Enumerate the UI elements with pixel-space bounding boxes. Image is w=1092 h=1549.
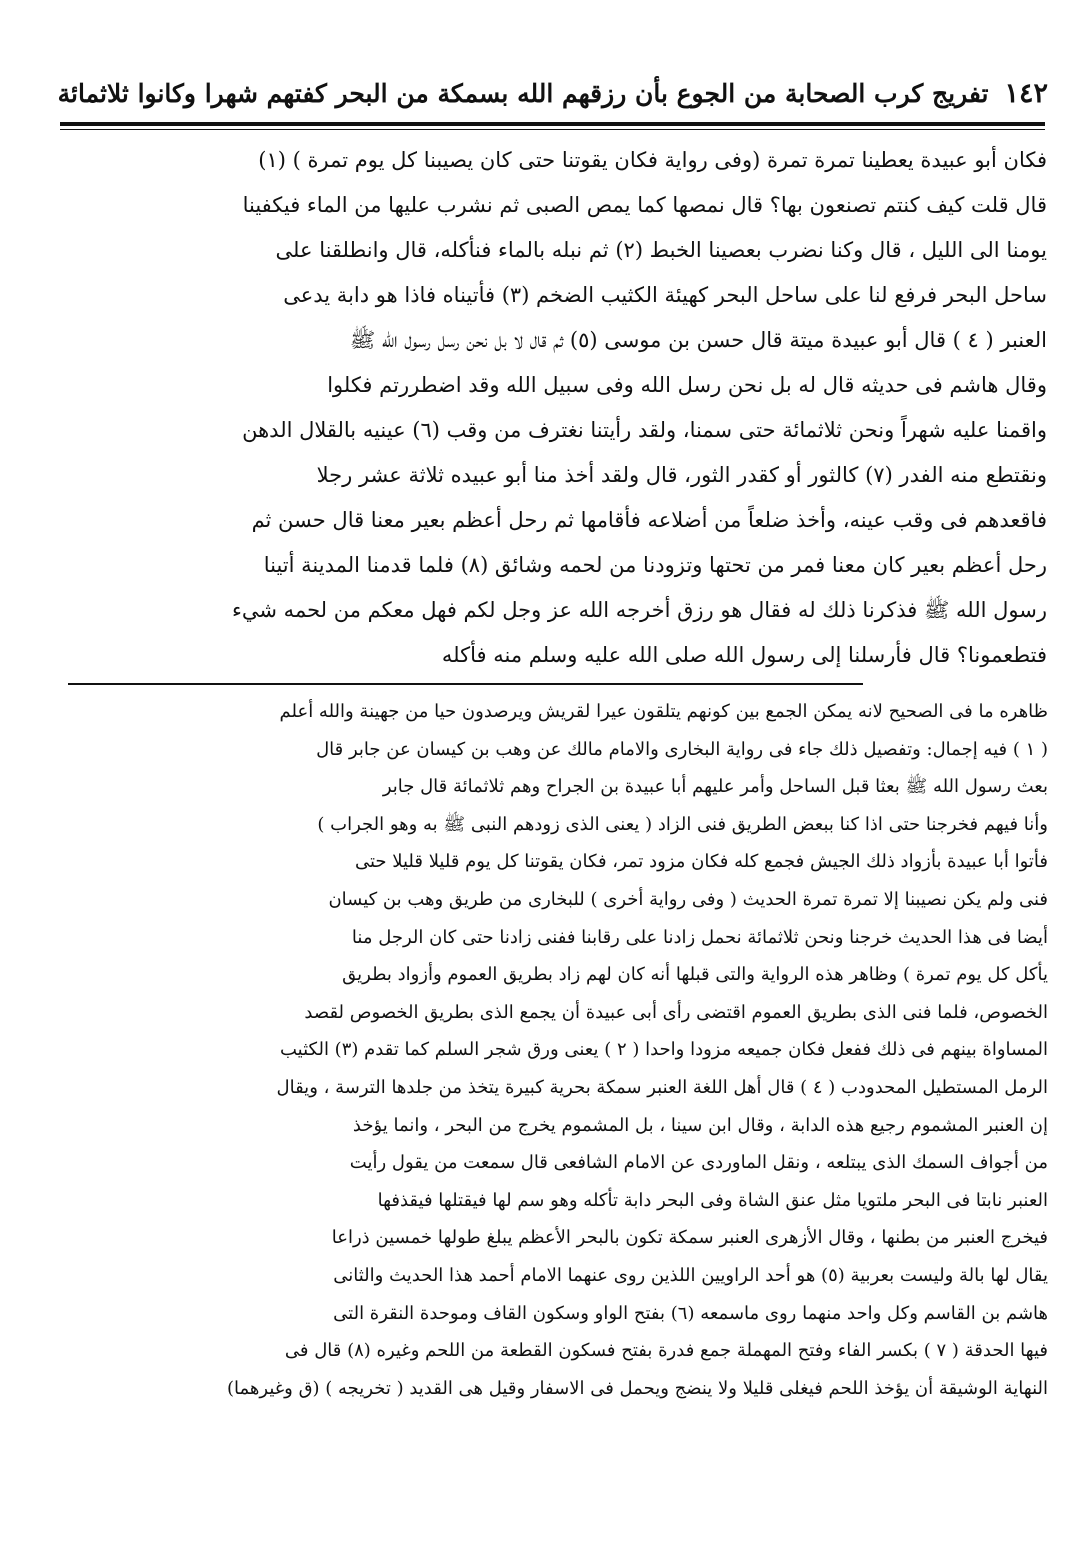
main-text-line: واقمنا عليه شهراً ونحن ثلاثمائة حتى سمنا، ولقد رأيتنا نغترف من وقب (٦) عينيه بالقلال الدهن bbox=[242, 418, 1047, 442]
footnote-line: النهاية الوشيقة أن يؤخذ اللحم فيغلى قليلا ولا ينضج ويحمل فى الاسفار وقيل هى القديد ( تخريجه ) (ق وغيرهما) bbox=[226, 1377, 1048, 1399]
footnote-line: وأنا فيهم فخرجنا حتى اذا كنا ببعض الطريق فنى الزاد ( يعنى الذى زودهم النبى ﷺ به وهو الجراب ) bbox=[317, 813, 1048, 835]
main-text-line: ونقتطع منه الفدر (٧) كالثور أو كقدر الثور، قال ولقد أخذ منا أبو عبيده ثلاثة عشر رجلا bbox=[316, 463, 1047, 487]
main-text-line: العنبر ( ٤ ) قال أبو عبيدة ميتة قال حسن بن موسى (٥) ثم قال لا بل نحن رسل رسول الله ﷺ bbox=[349, 328, 1047, 352]
footnote-line: فنى ولم يكن نصيبنا إلا تمرة تمرة الحديث ( وفى رواية أخرى ) للبخارى من طريق وهب بن كيسان bbox=[328, 888, 1048, 910]
footnotes bbox=[66, 693, 1048, 1407]
main-text-line: وقال هاشم فى حديثه قال له بل نحن رسل الله وفى سبيل الله وقد اضطررتم فكلوا bbox=[327, 373, 1047, 397]
main-text-line: رحل أعظم بعير كان معنا فمر من تحتها وتزودنا من لحمه وشائق (٨) فلما قدمنا المدينة أتينا bbox=[263, 553, 1047, 577]
footnote-rule bbox=[68, 683, 863, 685]
footnote-line: بعث رسول الله ﷺ بعثا قبل الساحل وأمر عليهم أبا عبيدة بن الجراح وهم ثلاثمائة قال جابر bbox=[382, 776, 1048, 798]
footnote-line: يأكل كل يوم تمرة ) وظاهر هذه الرواية والتى قبلها أنه كان لهم زاد بطريق العموم وأزواد بطريق bbox=[342, 964, 1048, 986]
page-header bbox=[58, 72, 1048, 114]
footnote-line: ( ١ ) فيه إجمال: وتفصيل ذلك جاء فى رواية البخارى والامام مالك عن وهب بن كيسان عن جابر قال bbox=[316, 738, 1048, 760]
main-text-line: قال قلت كيف كنتم تصنعون بها؟ قال نمصها كما يمص الصبى ثم نشرب عليها من الماء فيكفينا bbox=[242, 193, 1047, 217]
running-title: تفريج كرب الصحابة من الجوع بأن رزقهم الله بسمكة من البحر كفتهم شهرا وكانوا ثلاثمائة bbox=[58, 78, 989, 108]
footnote-line: فأتوا أبا عبيدة بأزواد ذلك الجيش فجمع كله فكان مزود تمر، فكان يقوتنا كل يوم قليلا قليلا حتى bbox=[354, 851, 1048, 873]
footnote-line: ظاهره ما فى الصحيح لانه يمكن الجمع بين كونهم يتلقون عيرا لقريش ويرصدون حيا من جهينة والله أعلم bbox=[279, 701, 1048, 722]
footnote-line: فيخرج العنبر من بطنها ، وقال الأزهرى العنبر سمكة تكون بالبحر الأعظم يبلغ طولها خمسين ذراعا bbox=[331, 1227, 1048, 1249]
footnote-line: إن العنبر المشموم رجيع هذه الدابة ، وقال ابن سينا ، بل المشموم يخرج من البحر ، وانما يؤخذ bbox=[352, 1114, 1048, 1136]
footnote-line: هاشم بن القاسم وكل واحد منهما روى ماسمعه (٦) بفتح الواو وسكون القاف وموحدة النقرة التى bbox=[333, 1302, 1048, 1324]
main-text-line: فتطعمونا؟ قال فأرسلنا إلى رسول الله صلى الله عليه وسلم منه فأكله bbox=[441, 643, 1047, 667]
footnote-line: العنبر نابتا فى البحر ملتويا مثل عنق الشاة وفى البحر دابة تأكله وهو سم لها فيقتلها فيقذفها bbox=[377, 1189, 1048, 1211]
footnote-line: المساواة بينهم فى ذلك ففعل فكان جميعه مزودا واحدا ( ٢ ) يعنى ورق شجر السلم كما تقدم (٣) الكثيب bbox=[279, 1039, 1048, 1061]
main-text bbox=[62, 138, 1047, 678]
footnote-line: يقال لها بالة وليست بعربية (٥) هو أحد الراويين اللذين روى عنهما الامام أحمد هذا الحديث والثانى bbox=[333, 1264, 1048, 1286]
header-rule bbox=[60, 122, 1045, 126]
footnote-line: الخصوص، فلما فنى الذى بطريق العموم اقتضى رأى أبى عبيدة أن يجمع الذى بطريق الخصوص لقصد bbox=[304, 1001, 1048, 1023]
main-text-line: يومنا الى الليل ، قال وكنا نضرب بعصينا الخبط (٢) ثم نبله بالماء فنأكله، قال وانطلقنا على bbox=[275, 238, 1047, 262]
page-number: ١٤٢ bbox=[1004, 77, 1048, 109]
footnote-line: من أجواف السمك الذى يبتلعه ، ونقل الماوردى عن الامام الشافعى قال سمعت من يقول رأيت bbox=[349, 1152, 1048, 1174]
main-text-line: فكان أبو عبيدة يعطينا تمرة تمرة (وفى رواية فكان يقوتنا حتى كان يصيبنا كل يوم تمرة ) (١) bbox=[258, 148, 1047, 172]
main-text-line: ساحل البحر فرفع لنا على ساحل البحر كهيئة الكثيب الضخم (٣) فأتيناه فاذا هو دابة يدعى bbox=[283, 283, 1047, 307]
footnote-line: فيها الحدقة ( ٧ ) بكسر الفاء وفتح المهملة جمع فدرة بفتح فسكون القطعة من اللحم وغيره (٨) قال فى bbox=[284, 1340, 1048, 1362]
footnote-line: الرمل المستطيل المحدودب ( ٤ ) قال أهل اللغة العنبر سمكة بحرية كبيرة يتخذ من جلدها الترسة ، ويقال bbox=[276, 1076, 1048, 1098]
footnote-line: أيضا فى هذا الحديث خرجنا ونحن ثلاثمائة نحمل زادنا على رقابنا ففنى زادنا حتى كان الرجل منا bbox=[351, 926, 1048, 948]
main-text-line: فاقعدهم فى وقب عينه، وأخذ ضلعاً من أضلاعه فأقامها ثم رحل أعظم بعير معنا قال حسن ثم bbox=[251, 508, 1047, 532]
main-text-line: رسول الله ﷺ فذكرنا ذلك له فقال هو رزق أخرجه الله عز وجل لكم فهل معكم من لحمه شيء bbox=[232, 598, 1047, 622]
